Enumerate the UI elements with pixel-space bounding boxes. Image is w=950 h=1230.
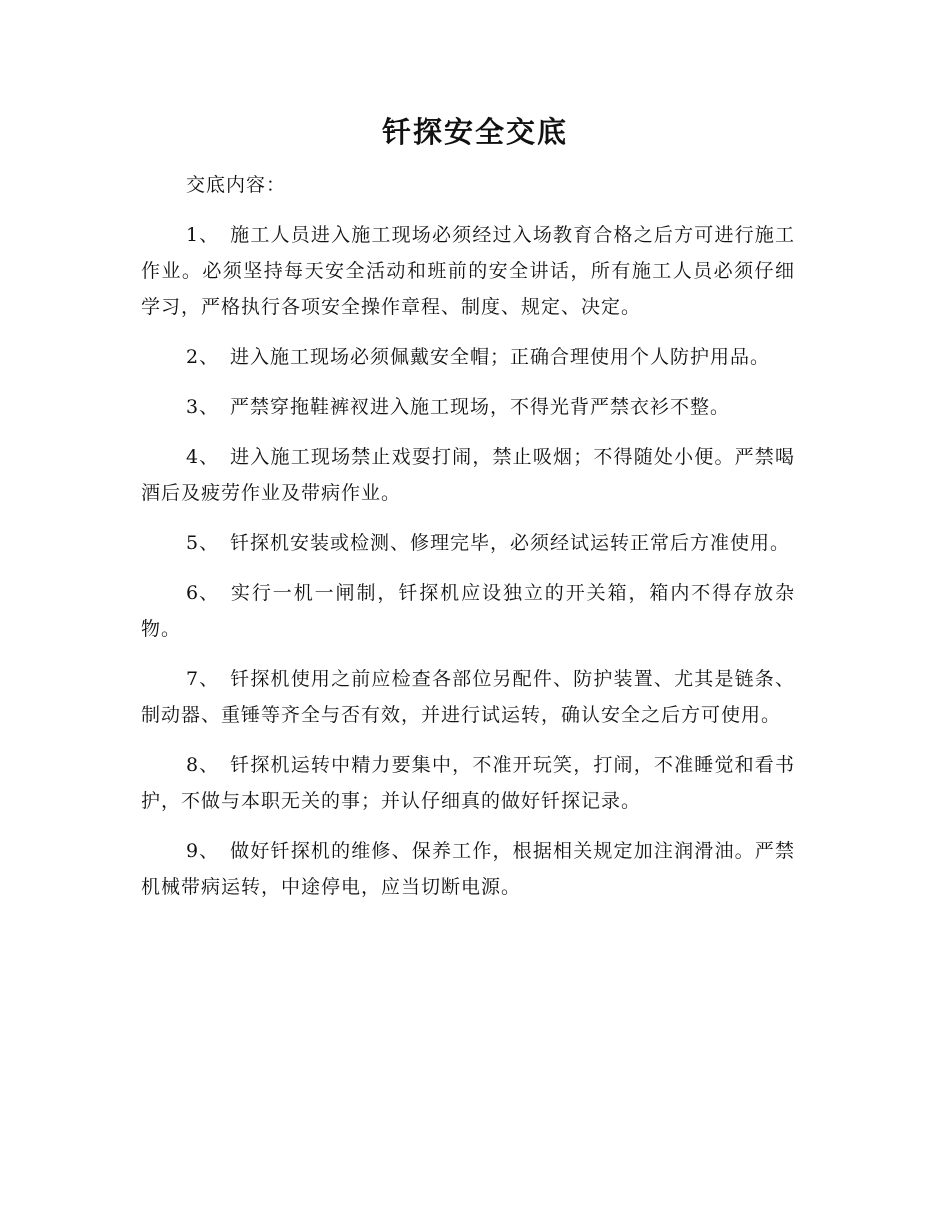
item-text: 钎探机使用之前应检查各部位另配件、防护装置、尤其是链条、制动器、重锤等齐全与否有效，并进行试运转，确认安全之后方可使用。 xyxy=(141,668,795,726)
item-number: 1、 xyxy=(186,224,220,246)
list-item-4 xyxy=(141,439,795,511)
item-text: 严禁穿拖鞋裤衩进入施工现场，不得光背严禁衣衫不整。 xyxy=(230,396,731,418)
item-number: 8、 xyxy=(186,754,220,776)
item-text: 钎探机运转中精力要集中，不准开玩笑，打闹，不准睡觉和看书护，不做与本职无关的事；并认仔细真的做好钎探记录。 xyxy=(141,754,795,812)
list-item-9 xyxy=(141,833,795,905)
item-text: 做好钎探机的维修、保养工作，根据相关规定加注润滑油。严禁机械带病运转，中途停电，应当切断电源。 xyxy=(141,840,795,898)
document-body xyxy=(141,167,795,919)
item-number: 7、 xyxy=(186,668,220,690)
list-item-7 xyxy=(141,661,795,733)
list-item-3 xyxy=(141,389,795,425)
list-item-1 xyxy=(141,217,795,325)
item-number: 4、 xyxy=(186,446,220,468)
document-title: 钎探安全交底 xyxy=(381,115,568,149)
item-text: 进入施工现场必须佩戴安全帽；正确合理使用个人防护用品。 xyxy=(230,346,771,368)
list-item-8 xyxy=(141,747,795,819)
list-item-2 xyxy=(141,339,795,375)
intro-text: 交底内容： xyxy=(186,174,287,196)
item-text: 钎探机安装或检测、修理完毕，必须经试运转正常后方准使用。 xyxy=(230,532,791,554)
item-number: 9、 xyxy=(186,840,220,862)
item-number: 5、 xyxy=(186,532,220,554)
item-text: 实行一机一闸制，钎探机应设独立的开关箱，箱内不得存放杂物。 xyxy=(141,582,795,640)
item-text: 进入施工现场禁止戏耍打闹，禁止吸烟；不得随处小便。严禁喝酒后及疲劳作业及带病作业。 xyxy=(141,446,795,504)
item-number: 6、 xyxy=(186,582,220,604)
list-item-5 xyxy=(141,525,795,561)
item-number: 3、 xyxy=(186,396,220,418)
item-number: 2、 xyxy=(186,346,220,368)
item-text: 施工人员进入施工现场必须经过入场教育合格之后方可进行施工作业。必须坚持每天安全活动和班前的安全讲话，所有施工人员必须仔细学习，严格执行各项安全操作章程、制度、规定、决定。 xyxy=(141,224,795,318)
list-item-6 xyxy=(141,575,795,647)
